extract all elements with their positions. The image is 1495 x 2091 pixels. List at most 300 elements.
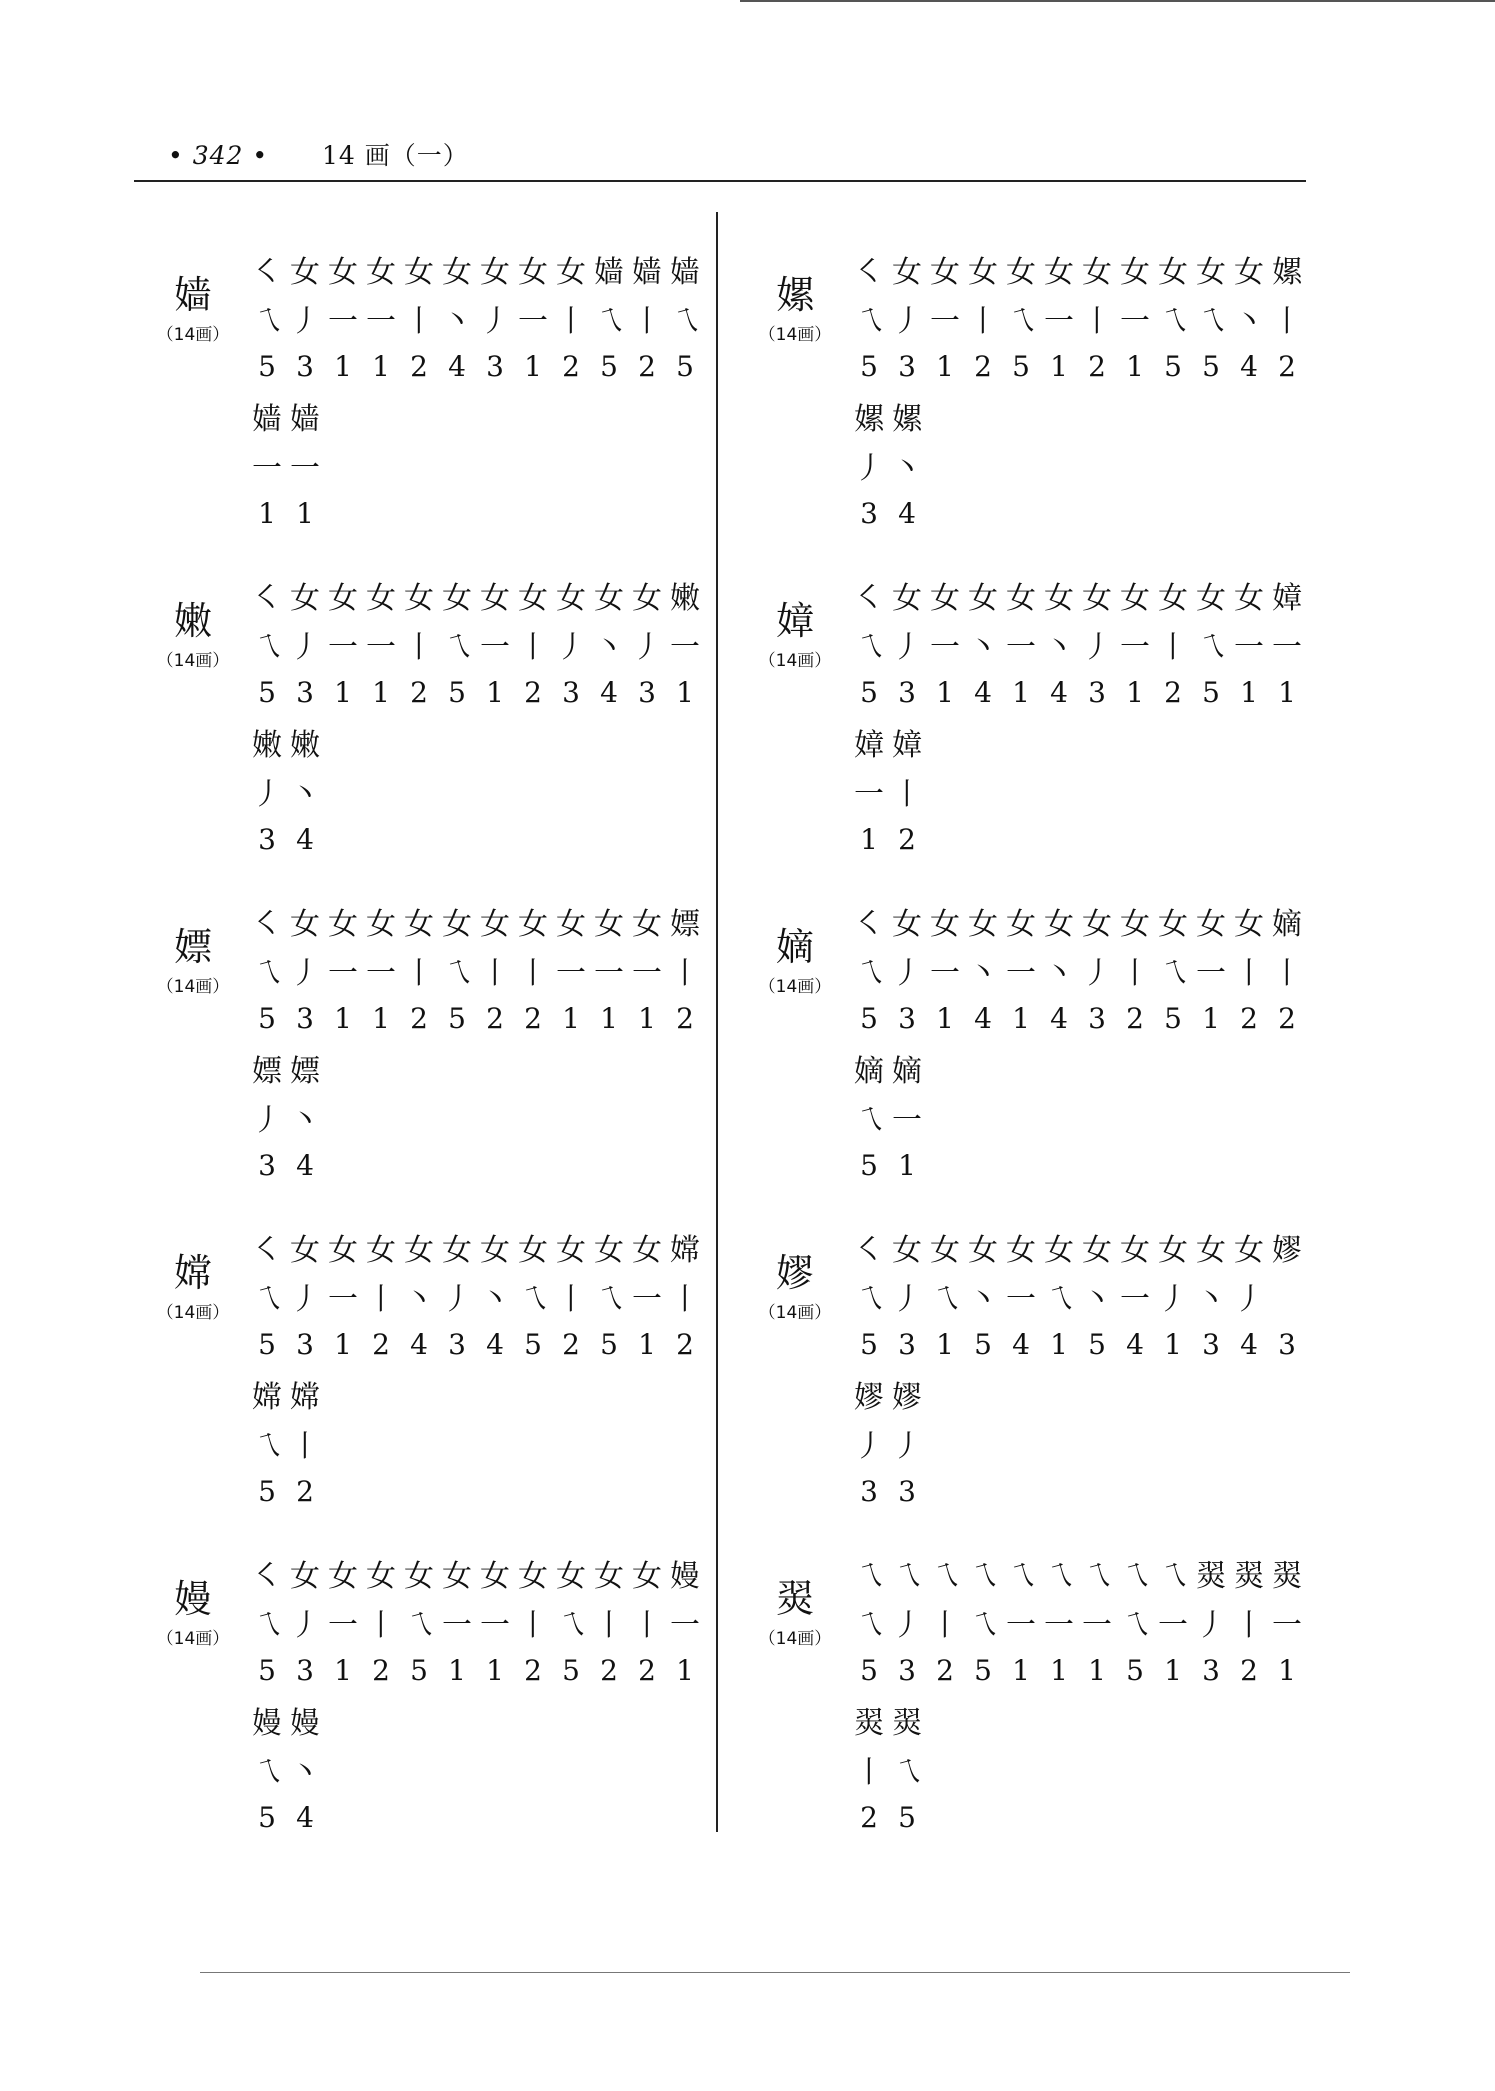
stroke-number: 5: [258, 350, 276, 383]
stroke-form: 女: [480, 580, 510, 616]
stroke-number: 1: [936, 350, 954, 383]
stroke-form: 嫩: [252, 727, 282, 763]
progressive-forms-row: [248, 1222, 704, 1271]
character-entry: [750, 244, 1310, 570]
continued-forms-row: [248, 1043, 704, 1092]
stroke-form: 女: [480, 906, 510, 942]
entry-head: [148, 598, 238, 671]
stroke-form: 女: [1234, 1232, 1264, 1268]
character-entry: [750, 570, 1310, 896]
continued-strokes-row: [248, 1744, 704, 1793]
stroke-sequence: [850, 896, 1306, 1190]
continued-forms-row: [850, 717, 1306, 766]
stroke-shape: 丿: [290, 1281, 320, 1317]
stroke-shape: 丶: [1044, 955, 1074, 991]
stroke-shape: 丨: [404, 629, 434, 665]
stroke-shape: 丨: [366, 1607, 396, 1643]
continued-forms-row: [850, 1369, 1306, 1418]
stroke-number: 1: [448, 1654, 466, 1687]
stroke-number: 5: [258, 1801, 276, 1834]
stroke-form: 女: [290, 1558, 320, 1594]
stroke-number: 1: [258, 497, 276, 530]
stroke-number: 1: [486, 676, 504, 709]
stroke-shape: 一: [1272, 629, 1302, 665]
stroke-count-label: （14画）: [758, 1629, 832, 1649]
stroke-shapes-row: [850, 293, 1306, 342]
stroke-form: 女: [480, 1232, 510, 1268]
stroke-number: 1: [1050, 350, 1068, 383]
stroke-form: 嫡: [854, 1053, 884, 1089]
stroke-form: 女: [594, 906, 624, 942]
stroke-shape: 丨: [1272, 955, 1302, 991]
stroke-number: 1: [936, 676, 954, 709]
stroke-form: 女: [1044, 906, 1074, 942]
stroke-form: ㇝: [1006, 1558, 1036, 1594]
stroke-shape: 丶: [1044, 629, 1074, 665]
stroke-number: 5: [860, 350, 878, 383]
continued-strokes-row: [850, 766, 1306, 815]
continued-strokes-row: [850, 1744, 1306, 1793]
stroke-form: 女: [1158, 1232, 1188, 1268]
stroke-shape: 丨: [670, 1281, 700, 1317]
stroke-number: 5: [1164, 1002, 1182, 1035]
stroke-shape: 一: [252, 450, 282, 486]
stroke-form: 女: [1006, 254, 1036, 290]
headword-character: 嫱: [173, 273, 212, 317]
stroke-shapes-row: [850, 1271, 1306, 1320]
stroke-form: 女: [892, 254, 922, 290]
stroke-number: 1: [1164, 1328, 1182, 1361]
stroke-shape: 丿: [556, 629, 586, 665]
continued-forms-row: [248, 391, 704, 440]
stroke-shape: 丨: [518, 1607, 548, 1643]
stroke-number: 5: [1088, 1328, 1106, 1361]
stroke-form: 女: [328, 1558, 358, 1594]
stroke-shape: 丨: [290, 1428, 320, 1464]
stroke-shape: 丨: [594, 1607, 624, 1643]
stroke-number: 1: [1050, 1328, 1068, 1361]
column-divider: [716, 212, 718, 1832]
stroke-shape: 丶: [1196, 1281, 1226, 1317]
stroke-shape: ㇝: [252, 1754, 282, 1790]
stroke-number: 2: [372, 1328, 390, 1361]
continued-numbers-row: [850, 1793, 1306, 1842]
stroke-form: 女: [1082, 254, 1112, 290]
stroke-number: 2: [1164, 676, 1182, 709]
character-entry: [148, 570, 708, 896]
stroke-shape: 一: [480, 1607, 510, 1643]
stroke-number: 1: [898, 1149, 916, 1182]
stroke-shape: 一: [1006, 955, 1036, 991]
stroke-form: ㇛: [854, 1232, 884, 1268]
stroke-shape: 丨: [518, 629, 548, 665]
stroke-form: ㇛: [252, 254, 282, 290]
stroke-form: 嫘: [892, 401, 922, 437]
stroke-number: 5: [258, 676, 276, 709]
stroke-shape: ㇝: [854, 1281, 884, 1317]
stroke-shape: 丶: [968, 1281, 998, 1317]
continued-strokes-row: [248, 1092, 704, 1141]
stroke-number: 3: [1088, 1002, 1106, 1035]
stroke-form: ㇝: [854, 1558, 884, 1594]
stroke-form: 嫜: [854, 727, 884, 763]
stroke-form: 女: [290, 580, 320, 616]
stroke-form: 女: [1044, 580, 1074, 616]
headword-character: 嫘: [775, 273, 814, 317]
page-title: 14 画（一）: [322, 141, 469, 170]
stroke-number: 4: [974, 676, 992, 709]
right-column: [750, 244, 1310, 1874]
stroke-shape: 一: [1044, 1607, 1074, 1643]
stroke-number: 1: [372, 676, 390, 709]
stroke-number: 2: [974, 350, 992, 383]
stroke-number: 3: [898, 676, 916, 709]
stroke-count-label: （14画）: [156, 1629, 230, 1649]
stroke-shape: 丨: [366, 1281, 396, 1317]
stroke-count-label: （14画）: [156, 977, 230, 997]
stroke-number: 4: [296, 1801, 314, 1834]
character-entry: [750, 1548, 1310, 1874]
stroke-number: 1: [638, 1002, 656, 1035]
stroke-shape: ㇝: [252, 1281, 282, 1317]
continued-strokes-row: [248, 440, 704, 489]
stroke-shape: ㇝: [1196, 629, 1226, 665]
stroke-shape: ㇝: [594, 303, 624, 339]
stroke-number: 1: [334, 1002, 352, 1035]
stroke-shape: ㇝: [1196, 303, 1226, 339]
stroke-number: 5: [258, 1475, 276, 1508]
stroke-shape: ㇝: [892, 1754, 922, 1790]
stroke-form: 女: [1234, 254, 1264, 290]
headword-character: 嫩: [173, 599, 212, 643]
stroke-number: 2: [600, 1654, 618, 1687]
stroke-shape: 一: [930, 629, 960, 665]
stroke-shape: 丶: [404, 1281, 434, 1317]
character-entry: [148, 1222, 708, 1548]
stroke-form: 女: [290, 906, 320, 942]
stroke-number: 1: [1278, 676, 1296, 709]
stroke-form: 女: [632, 580, 662, 616]
stroke-number: 3: [898, 1654, 916, 1687]
stroke-number: 1: [676, 676, 694, 709]
stroke-count-label: （14画）: [758, 651, 832, 671]
stroke-number: 1: [486, 1654, 504, 1687]
stroke-number: 2: [1278, 350, 1296, 383]
stroke-number: 1: [1126, 676, 1144, 709]
stroke-number: 2: [676, 1002, 694, 1035]
stroke-sequence: [850, 1222, 1306, 1516]
stroke-shape: 一: [632, 955, 662, 991]
stroke-form: ㇛: [252, 580, 282, 616]
stroke-numbers-row: [248, 1320, 704, 1369]
stroke-shape: 丿: [1082, 955, 1112, 991]
stroke-shape: 一: [670, 629, 700, 665]
stroke-form: 女: [328, 254, 358, 290]
stroke-number: 4: [898, 497, 916, 530]
stroke-form: 嫚: [252, 1705, 282, 1741]
stroke-shape: 丿: [442, 1281, 472, 1317]
progressive-forms-row: [850, 1548, 1306, 1597]
stroke-shape: 一: [632, 1281, 662, 1317]
stroke-form: 嫡: [892, 1053, 922, 1089]
stroke-number: 2: [676, 1328, 694, 1361]
stroke-numbers-row: [248, 342, 704, 391]
stroke-shape: ㇝: [1006, 303, 1036, 339]
stroke-shape: 丿: [632, 629, 662, 665]
stroke-numbers-row: [248, 994, 704, 1043]
stroke-shape: 丿: [1158, 1281, 1188, 1317]
stroke-form: 女: [518, 254, 548, 290]
stroke-number: 2: [638, 350, 656, 383]
stroke-number: 5: [258, 1328, 276, 1361]
stroke-number: 5: [448, 676, 466, 709]
stroke-number: 2: [860, 1801, 878, 1834]
stroke-form: 女: [968, 254, 998, 290]
stroke-number: 1: [334, 350, 352, 383]
stroke-form: ㇛: [854, 254, 884, 290]
stroke-form: 嫱: [252, 401, 282, 437]
stroke-number: 4: [1240, 1328, 1258, 1361]
stroke-form: 嫜: [892, 727, 922, 763]
continued-numbers-row: [248, 815, 704, 864]
stroke-form: 女: [892, 580, 922, 616]
continued-numbers-row: [850, 489, 1306, 538]
left-column: [148, 244, 708, 1874]
stroke-form: ㇛: [854, 580, 884, 616]
stroke-form: 女: [1234, 580, 1264, 616]
stroke-form: 女: [442, 580, 472, 616]
stroke-number: 2: [1126, 1002, 1144, 1035]
stroke-number: 2: [1278, 1002, 1296, 1035]
stroke-number: 5: [1202, 676, 1220, 709]
stroke-shape: 丿: [290, 955, 320, 991]
stroke-number: 3: [562, 676, 580, 709]
stroke-form: 嫦: [670, 1232, 700, 1268]
stroke-count-label: （14画）: [156, 651, 230, 671]
stroke-form: 女: [404, 1232, 434, 1268]
stroke-number: 5: [600, 350, 618, 383]
stroke-sequence: [248, 1548, 704, 1842]
stroke-number: 1: [1088, 1654, 1106, 1687]
continued-numbers-row: [850, 815, 1306, 864]
stroke-shape: 丿: [252, 776, 282, 812]
stroke-form: 女: [442, 906, 472, 942]
headword-character: 嫜: [775, 599, 814, 643]
stroke-sequence: [850, 1548, 1306, 1842]
stroke-shape: ㇝: [252, 629, 282, 665]
stroke-shape: 丿: [892, 1607, 922, 1643]
stroke-form: 嫚: [290, 1705, 320, 1741]
stroke-shape: 一: [1234, 629, 1264, 665]
stroke-form: 女: [1120, 254, 1150, 290]
stroke-form: 女: [1082, 906, 1112, 942]
progressive-forms-row: [248, 244, 704, 293]
stroke-numbers-row: [248, 668, 704, 717]
stroke-number: 4: [974, 1002, 992, 1035]
stroke-form: 女: [1158, 906, 1188, 942]
stroke-number: 3: [296, 1002, 314, 1035]
stroke-shape: 一: [1006, 1607, 1036, 1643]
stroke-shape: ㇝: [518, 1281, 548, 1317]
stroke-number: 3: [1202, 1654, 1220, 1687]
stroke-form: 嫖: [252, 1053, 282, 1089]
stroke-shape: 丨: [404, 955, 434, 991]
stroke-form: 女: [1006, 580, 1036, 616]
character-entry: [750, 896, 1310, 1222]
stroke-shape: 一: [290, 450, 320, 486]
stroke-form: 女: [594, 1232, 624, 1268]
stroke-form: 女: [366, 1232, 396, 1268]
continued-numbers-row: [248, 1467, 704, 1516]
stroke-count-label: （14画）: [758, 325, 832, 345]
stroke-form: ㇝: [1044, 1558, 1074, 1594]
stroke-shape: 一: [328, 955, 358, 991]
stroke-number: 2: [562, 1328, 580, 1361]
stroke-form: 女: [556, 580, 586, 616]
stroke-shape: 一: [328, 1281, 358, 1317]
stroke-number: 5: [974, 1328, 992, 1361]
stroke-form: 女: [366, 580, 396, 616]
stroke-number: 1: [1012, 1002, 1030, 1035]
stroke-shape: 丨: [1234, 1607, 1264, 1643]
stroke-form: 嫖: [290, 1053, 320, 1089]
continued-forms-row: [248, 1695, 704, 1744]
stroke-number: 5: [1126, 1654, 1144, 1687]
stroke-number: 1: [524, 350, 542, 383]
stroke-form: 女: [442, 254, 472, 290]
stroke-form: 女: [1196, 254, 1226, 290]
stroke-shape: 丿: [854, 450, 884, 486]
continued-numbers-row: [248, 1793, 704, 1842]
stroke-shape: 丿: [892, 955, 922, 991]
stroke-form: 女: [930, 580, 960, 616]
stroke-form: 女: [968, 906, 998, 942]
stroke-number: 5: [562, 1654, 580, 1687]
stroke-number: 4: [296, 1149, 314, 1182]
stroke-number: 3: [1202, 1328, 1220, 1361]
stroke-shape: 丨: [480, 955, 510, 991]
stroke-shape: 丿: [290, 303, 320, 339]
stroke-number: 3: [860, 1475, 878, 1508]
stroke-form: 嫩: [670, 580, 700, 616]
stroke-form: 女: [1196, 580, 1226, 616]
stroke-number: 5: [1164, 350, 1182, 383]
headword-character: 嫚: [173, 1577, 212, 1621]
stroke-number: 3: [638, 676, 656, 709]
stroke-number: 5: [860, 1328, 878, 1361]
stroke-number: 1: [1240, 676, 1258, 709]
headword-character: 嫦: [173, 1251, 212, 1295]
stroke-shape: ㇝: [854, 1607, 884, 1643]
stroke-form: 女: [442, 1558, 472, 1594]
stroke-form: 嫪: [1272, 1232, 1302, 1268]
stroke-shapes-row: [850, 619, 1306, 668]
stroke-shape: 丨: [518, 955, 548, 991]
stroke-shape: 丨: [632, 303, 662, 339]
stroke-number: 2: [936, 1654, 954, 1687]
stroke-number: 1: [372, 350, 390, 383]
progressive-forms-row: [850, 570, 1306, 619]
stroke-form: 女: [404, 254, 434, 290]
stroke-form: 女: [1082, 580, 1112, 616]
stroke-number: 1: [676, 1654, 694, 1687]
entry-head: [750, 1576, 840, 1649]
stroke-number: 3: [448, 1328, 466, 1361]
top-rule: [740, 0, 1495, 2]
stroke-form: 女: [594, 580, 624, 616]
stroke-shape: 丿: [892, 303, 922, 339]
stroke-shape: ㇝: [854, 629, 884, 665]
stroke-number: 2: [410, 676, 428, 709]
stroke-form: 女: [1044, 254, 1074, 290]
stroke-sequence: [248, 896, 704, 1190]
stroke-number: 2: [524, 1002, 542, 1035]
stroke-shape: 一: [1120, 1281, 1150, 1317]
stroke-number: 2: [524, 1654, 542, 1687]
stroke-form: 女: [1082, 1232, 1112, 1268]
stroke-number: 3: [898, 1475, 916, 1508]
stroke-form: 女: [328, 580, 358, 616]
stroke-shape: 丶: [968, 955, 998, 991]
stroke-number: 1: [1012, 1654, 1030, 1687]
stroke-shape: 丨: [556, 1281, 586, 1317]
stroke-number: 3: [898, 350, 916, 383]
stroke-form: 女: [1158, 254, 1188, 290]
stroke-form: ㇝: [1120, 1558, 1150, 1594]
stroke-number: 5: [258, 1002, 276, 1035]
continued-strokes-row: [248, 766, 704, 815]
stroke-sequence: [248, 244, 704, 538]
stroke-shape: 丿: [892, 629, 922, 665]
stroke-form: 女: [366, 906, 396, 942]
stroke-form: 女: [1196, 906, 1226, 942]
continued-numbers-row: [248, 1141, 704, 1190]
stroke-form: 嫚: [670, 1558, 700, 1594]
stroke-number: 3: [258, 823, 276, 856]
stroke-shapes-row: [248, 945, 704, 994]
stroke-form: 女: [404, 906, 434, 942]
stroke-number: 5: [410, 1654, 428, 1687]
stroke-number: 1: [1202, 1002, 1220, 1035]
stroke-form: 女: [968, 580, 998, 616]
stroke-shape: ㇝: [670, 303, 700, 339]
stroke-numbers-row: [850, 1646, 1306, 1695]
continued-strokes-row: [850, 1418, 1306, 1467]
stroke-number: 1: [334, 1328, 352, 1361]
entry-head: [750, 924, 840, 997]
stroke-shape: 丶: [480, 1281, 510, 1317]
headword-character: 嫖: [173, 925, 212, 969]
stroke-shape: 丨: [930, 1607, 960, 1643]
stroke-number: 1: [1126, 350, 1144, 383]
stroke-numbers-row: [850, 1320, 1306, 1369]
page-number: • 342 •: [168, 141, 269, 170]
stroke-sequence: [248, 570, 704, 864]
stroke-number: 3: [258, 1149, 276, 1182]
stroke-number: 2: [1088, 350, 1106, 383]
continued-forms-row: [248, 1369, 704, 1418]
stroke-form: 女: [632, 1558, 662, 1594]
stroke-shape: 丿: [480, 303, 510, 339]
progressive-forms-row: [850, 244, 1306, 293]
stroke-form: 女: [328, 906, 358, 942]
stroke-number: 5: [600, 1328, 618, 1361]
continued-numbers-row: [850, 1141, 1306, 1190]
stroke-number: 4: [600, 676, 618, 709]
stroke-shape: 一: [518, 303, 548, 339]
stroke-form: 嫩: [290, 727, 320, 763]
headword-character: 嫪: [775, 1251, 814, 1295]
